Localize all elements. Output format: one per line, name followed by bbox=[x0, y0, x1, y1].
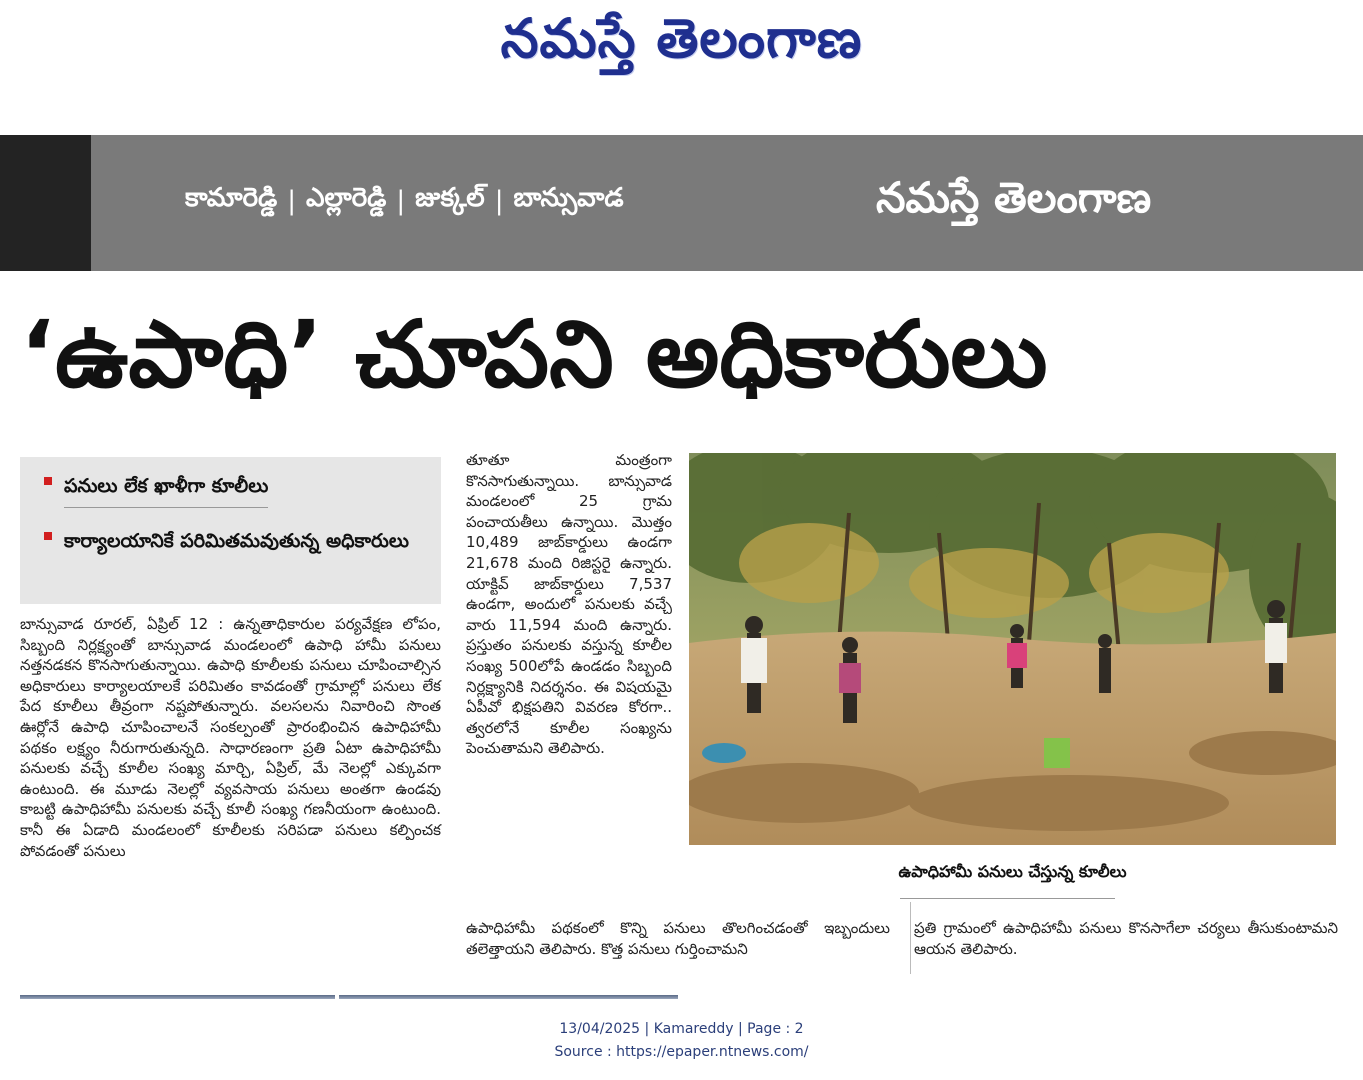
article-headline: ‘ఉపాధి’ చూపని అధికారులు bbox=[20, 301, 1048, 408]
article-continuation-middle: ఉపాధిహామీ పథకంలో కొన్ని పనులు తొలగించడంతో ఇబ్బందులు తలెత్తాయని తెలిపారు. కొత్త పనులు గుర్తించామని bbox=[466, 919, 895, 958]
section-band bbox=[0, 135, 1363, 271]
newspaper-logo: నమస్తే తెలంగాణ bbox=[500, 6, 863, 70]
workers-photo-illustration bbox=[689, 453, 1336, 845]
highlight-item bbox=[44, 467, 423, 508]
column-divider bbox=[910, 902, 911, 974]
article-photo bbox=[689, 453, 1336, 845]
nav-separator: | bbox=[287, 186, 297, 216]
edition-jukkal[interactable]: జుక్కల్ bbox=[415, 183, 485, 213]
article-column-2: తూతూ మంత్రంగా కొనసాగుతున్నాయి. బాన్సువాడ మండలంలో 25 గ్రామ పంచాయతీలు ఉన్నాయి. మొత్తం 10,489 జాబ్‌కార్డులు ఉండగా 21,678 మంది రిజిస్టరై ఉన్నారు. యాక్టివ్ జాబ్‌కార్డులు 7,537 ఉండగా, అందులో పనులకు వచ్చే వారు 11,594 మంది ఉన్నారు. ప్రస్తుతం పనులకు వస్తున్న కూలీల సంఖ్య 500లోపే ఉండడం సిబ్బంది నిర్లక్ష్యానికి నిదర్శనం. ఈ విషయమై ఏపీవో భిక్షపతిని వివరణ కోరగా.. త్వరలోనే కూలీల సంఖ్యను పెంచుతామని తెలిపారు. bbox=[466, 451, 677, 758]
band-logo: నమస్తే తెలంగాణ bbox=[876, 173, 1152, 222]
article-continuation-right: ప్రతి గ్రామంలో ఉపాధిహామీ పనులు కొనసాగేలా చర్యలు తీసుకుంటామని ఆయన తెలిపారు. bbox=[914, 919, 1343, 958]
rule-gap bbox=[335, 995, 339, 999]
bullet-icon bbox=[44, 532, 52, 540]
highlights-box bbox=[20, 457, 441, 604]
edition-yellareddy[interactable]: ఎల్లారెడ్డి bbox=[306, 183, 387, 213]
page-footer bbox=[0, 1018, 1363, 1064]
bullet-icon bbox=[44, 477, 52, 485]
page-bottom-rule bbox=[20, 995, 678, 999]
edition-nav bbox=[185, 183, 624, 219]
highlight-item bbox=[44, 522, 423, 560]
footer-date-edition: 13/04/2025 | Kamareddy | Page : 2 bbox=[559, 1021, 804, 1037]
caption-rule bbox=[900, 898, 1115, 899]
highlight-text: పనులు లేక ఖాళీగా కూలీలు bbox=[64, 467, 268, 508]
nav-separator: | bbox=[396, 186, 406, 216]
band-dark-block bbox=[0, 135, 91, 271]
highlight-text: కార్యాలయానికే పరిమితమవుతున్న అధికారులు bbox=[64, 530, 409, 552]
photo-caption: ఉపాధిహామీ పనులు చేస్తున్న కూలీలు bbox=[898, 862, 1127, 881]
nav-separator: | bbox=[494, 186, 504, 216]
edition-kamareddy[interactable]: కామారెడ్డి bbox=[185, 183, 278, 213]
footer-source-link[interactable]: Source : https://epaper.ntnews.com/ bbox=[554, 1044, 809, 1060]
edition-banswada[interactable]: బాన్సువాడ bbox=[513, 183, 624, 213]
article-column-1: బాన్సువాడ రూరల్, ఏప్రిల్ 12 : ఉన్నతాధికారుల పర్యవేక్షణ లోపం, సిబ్బంది నిర్లక్ష్యంతో బాన్సువాడ మండలంలో ఉపాధి హామీ పనులు నత్తనడకన కొనసాగుతున్నాయి. ఉపాధి కూలీలకు పనులు చూపించాల్సిన అధికారులు కార్యాలయాలకే పరిమితం కావడంతో గ్రామాల్లో పనులు లేక పేద కూలీలు తీవ్రంగా నష్టపోతున్నారు. వలసలను నివారించి సొంత ఊర్లోనే ఉపాధి చూపించాలనే సంకల్పంతో ప్రారంభించిన ఉపాధిహామీ పథకం లక్ష్యం నీరుగారుతున్నది. సాధారణంగా ప్రతి ఏటా ఉపాధిహామీ పనులకు వచ్చే కూలీల సంఖ్య మార్చి, ఏప్రిల్, మే నెలల్లో ఎక్కువగా ఉంటుంది. ఈ మూడు నెలల్లో వ్యవసాయ పనులు అంతగా ఉండవు కాబట్టి ఉపాధిహామీ పనులకు వచ్చే కూలీ సంఖ్య గణనీయంగా ఉంటుంది. కానీ ఈ ఏడాది మండలంలో కూలీలకు సరిపడా పనులు కల్పించక పోవడంతో పనులు bbox=[20, 615, 446, 860]
masthead bbox=[0, 0, 1363, 90]
